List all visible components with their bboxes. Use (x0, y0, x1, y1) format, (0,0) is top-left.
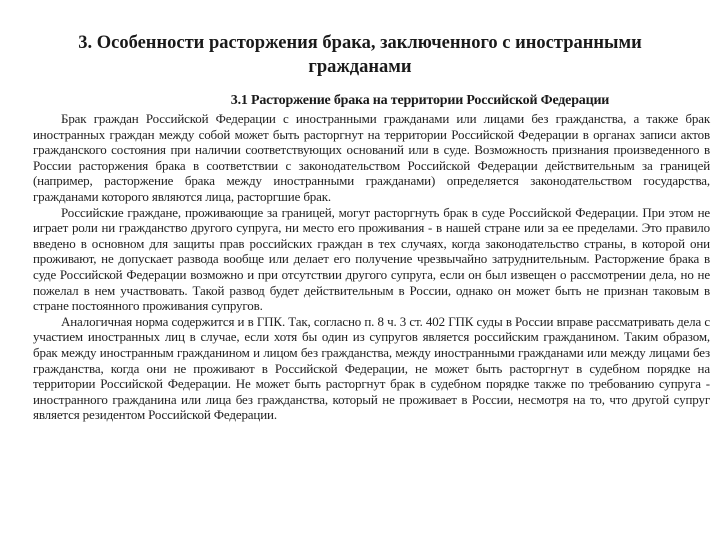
paragraph-1: Брак граждан Российской Федерации с иностранными гражданами или лицами без гражданства, а также брак иностранных граждан между собой может быть расторгнут на территории Российской Федерации в органах записи актов гражданского состояния при наличии соответствующих оснований или в суде. Возможность признания произведенного в России расторжения брака в соответствии с законодательством Российской Федерации действительным за границей (например, расторжение брака между иностранными гражданами) определяется законодательством государства, гражданами которого являются лица, расторгшие брак. (33, 111, 710, 204)
paragraph-2: Российские граждане, проживающие за границей, могут расторгнуть брак в суде Российской Федерации. При этом не играет роли ни гражданство другого супруга, ни место его проживания - в нашей стране или за ее пределами. Это правило введено в основном для защиты прав российских граждан в тех случаях, когда законодательство страны, в которой они проживают, не допускает развода вообще или делает его получение чрезвычайно затруднительным. Расторжение брака в суде Российской Федерации возможно и при отсутствии другого супруга, если он был извещен о рассмотрении дела, но не пожелал в нем участвовать. Такой развод будет действительным в России, однако он может быть не признан таковым в стране постоянного проживания супругов. (33, 204, 710, 314)
paragraph-3: Аналогичная норма содержится и в ГПК. Так, согласно п. 8 ч. 3 ст. 402 ГПК суды в России вправе рассматривать дела с участием иностранных лиц в случае, если хотя бы один из супругов является российским гражданином. Таким образом, брак между иностранным гражданином и лицом без гражданства, между иностранными гражданами или между лицами без гражданства, когда они не проживают в Российской Федерации, не может быть расторгнут в судебном порядке на территории Российской Федерации. Не может быть расторгнут брак в судебном порядке также по требованию супруга - иностранного гражданина или лица без гражданства, который не проживает в России, несмотря на то, что другой супруг является резидентом Российской Федерации. (33, 313, 710, 423)
body-text (33, 111, 710, 423)
page-title: 3. Особенности расторжения брака, заключенного с иностранными гражданами (78, 33, 642, 77)
section-subtitle: 3.1 Расторжение брака на территории Российской Федерации (230, 93, 610, 108)
